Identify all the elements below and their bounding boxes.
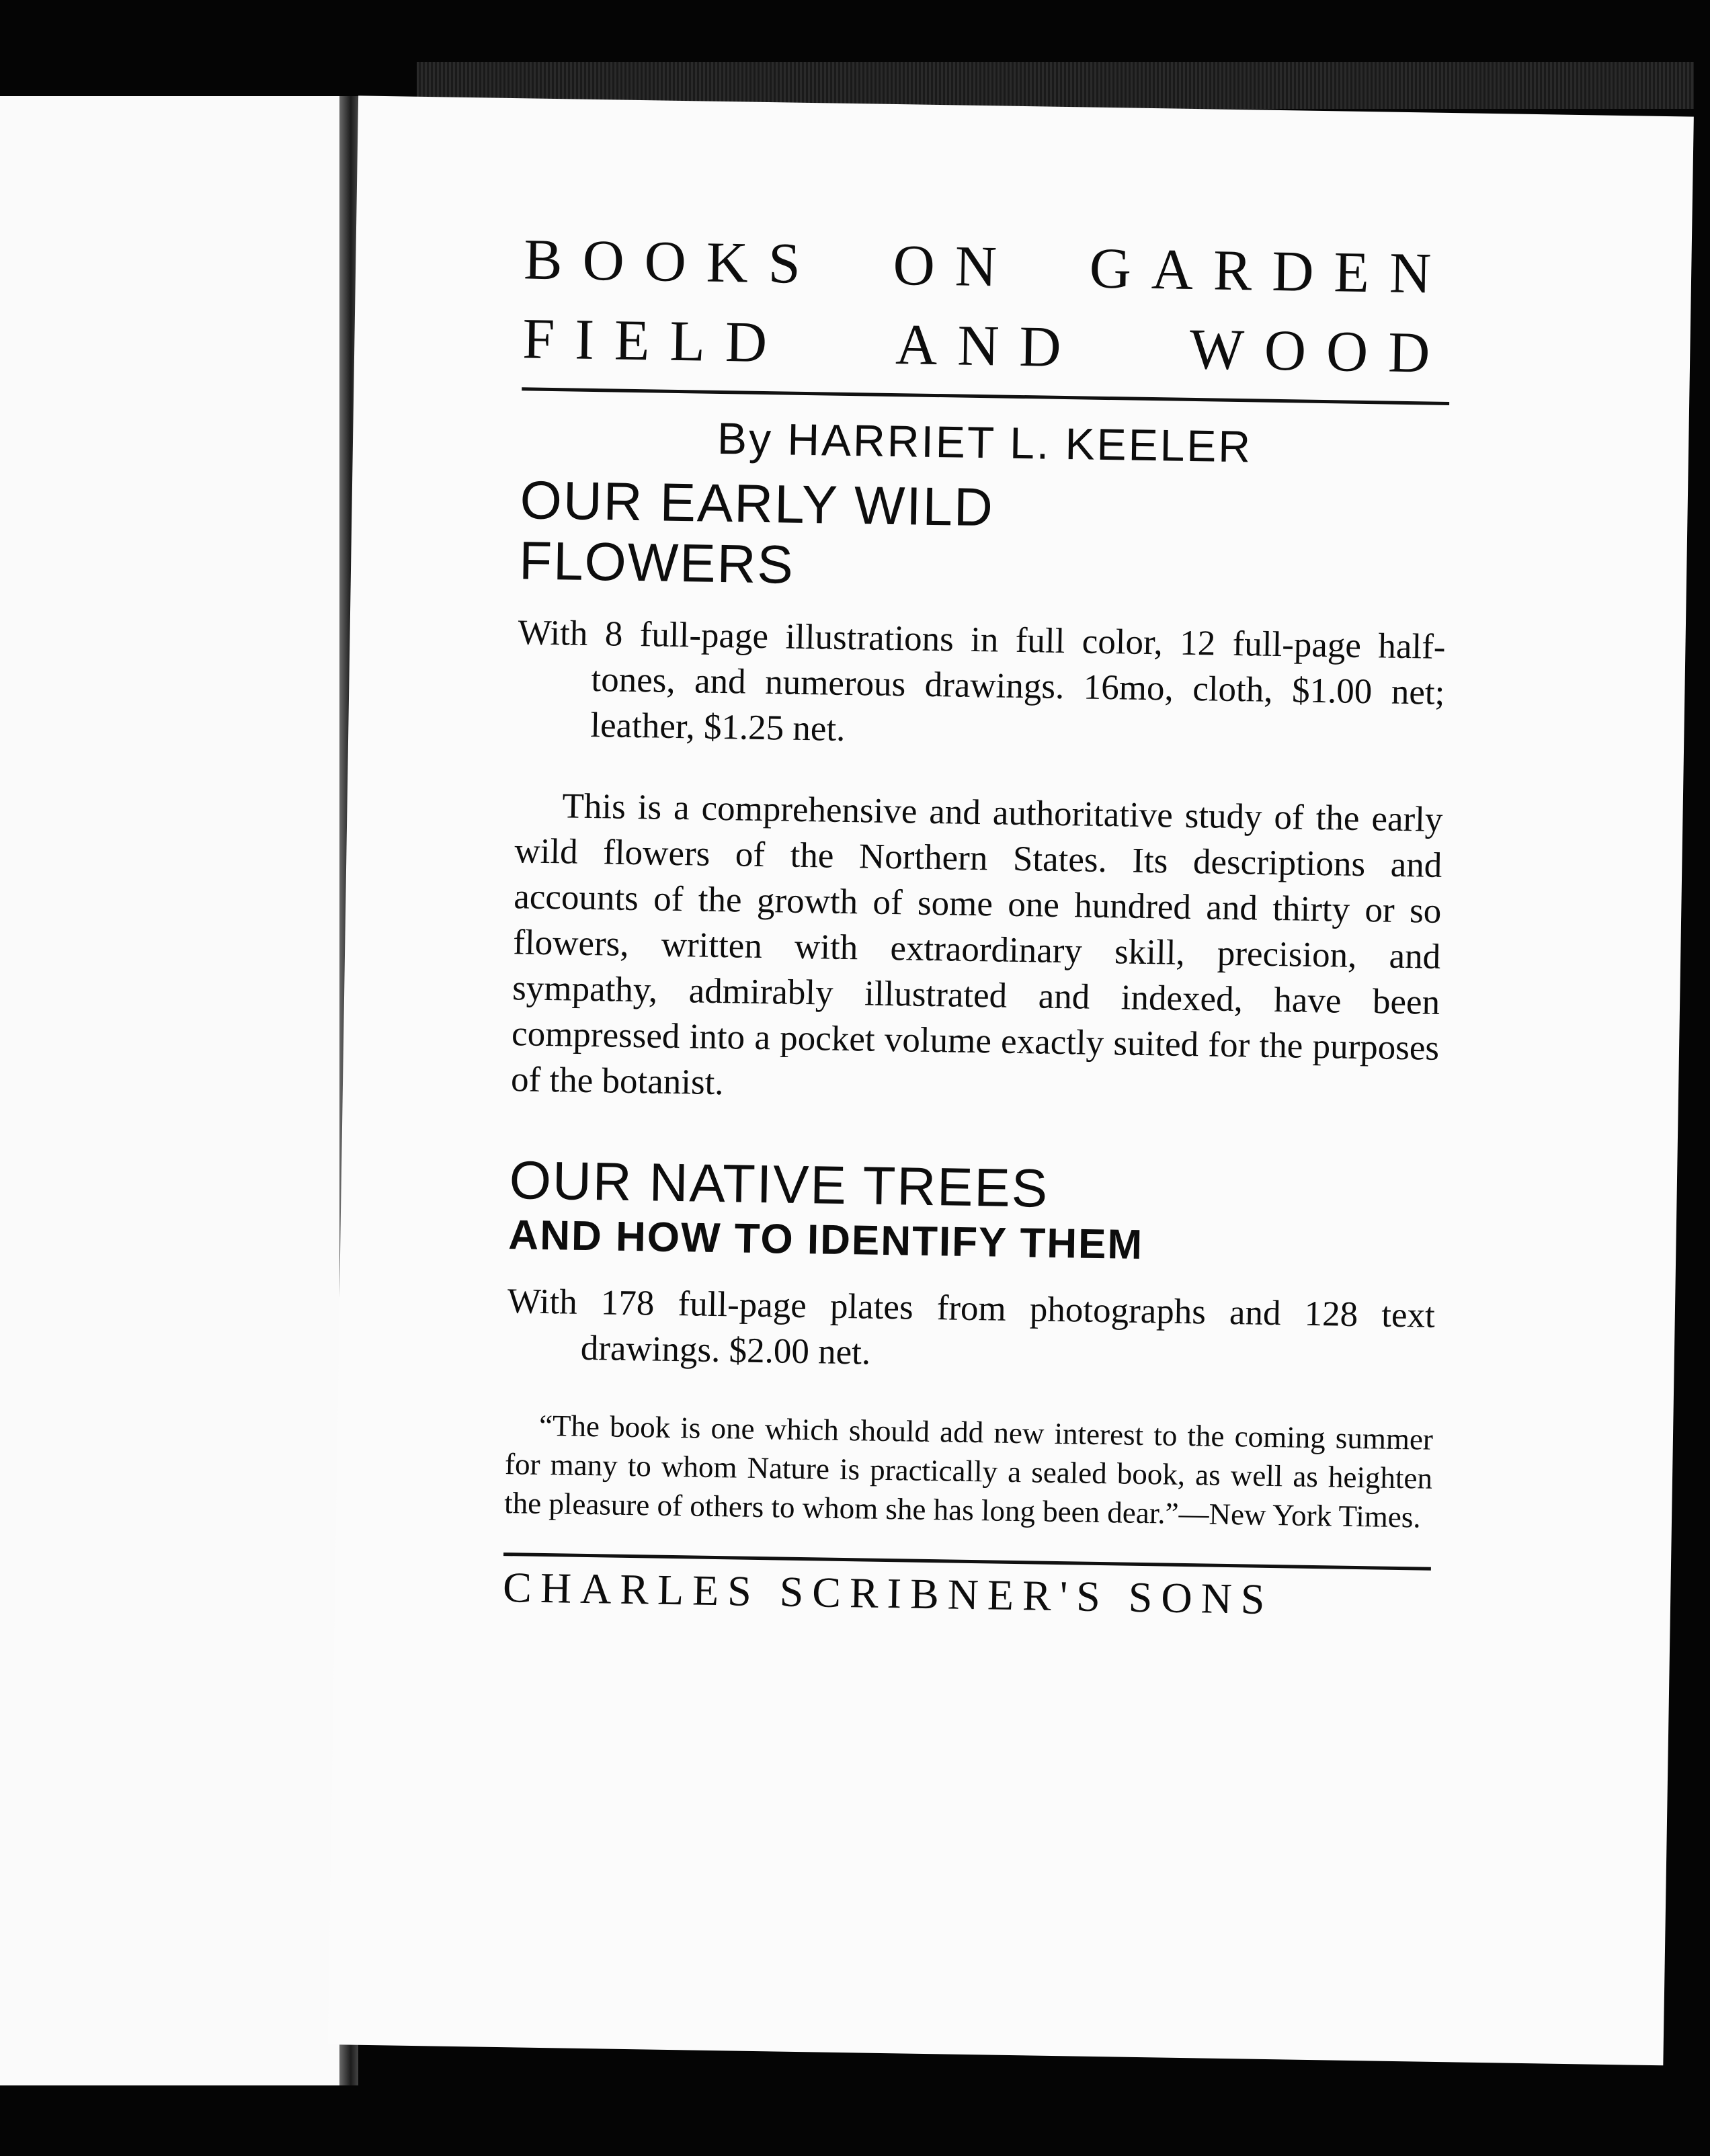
series-word: AND xyxy=(895,312,1082,380)
series-word: WOOD xyxy=(1189,316,1451,385)
series-title-line-1 xyxy=(523,219,1452,313)
series-title xyxy=(522,219,1453,392)
press-quote: “The book is one which should add new interest to the coming summer for many to whom Nature is practically a sealed book, as well as heighten the pleasure of others to whom she has long been dear.”—New York Times. xyxy=(503,1408,1434,1534)
book-title-native-trees: OUR NATIVE TREES xyxy=(509,1150,1049,1218)
series-word: GARDEN xyxy=(1089,235,1452,306)
book-subtitle-native-trees: AND HOW TO IDENTIFY THEM xyxy=(507,1212,1144,1268)
publisher-imprint: CHARLES SCRIBNER'S SONS xyxy=(502,1563,1274,1624)
left-blank-page xyxy=(0,96,339,2085)
series-word: BOOKS xyxy=(523,226,821,296)
book-description-wild-flowers: This is a comprehensive and authoritative study of the early wild flowers of the Northern States. Its descriptions and accounts of the growth of some one hundred and thirty or so flowers, written with extraordinary skill, precision, and sympathy, admirably illustrated and indexed, have been compressed into a pocket volume exactly suited for the purposes of the botanist. xyxy=(510,786,1443,1103)
series-word: ON xyxy=(892,232,1018,299)
page-content xyxy=(503,219,1452,1626)
series-title-line-2 xyxy=(522,298,1451,392)
advertisement-page xyxy=(328,95,1694,2065)
series-word: FIELD xyxy=(522,306,788,375)
author-byline: By HARRIET L. KEELER xyxy=(717,413,1253,472)
book-title-wild-flowers: OUR EARLY WILD FLOWERS xyxy=(518,470,995,595)
book-details-wild-flowers: With 8 full-page illustrations in full color, 12 full-page half-tones, and numerous drawings. 16mo, cloth, $1.00 net; leather, $1.25 net. xyxy=(518,613,1446,749)
book-details-native-trees: With 178 full-page plates from photographs and 128 text drawings. $2.00 net. xyxy=(507,1282,1436,1372)
